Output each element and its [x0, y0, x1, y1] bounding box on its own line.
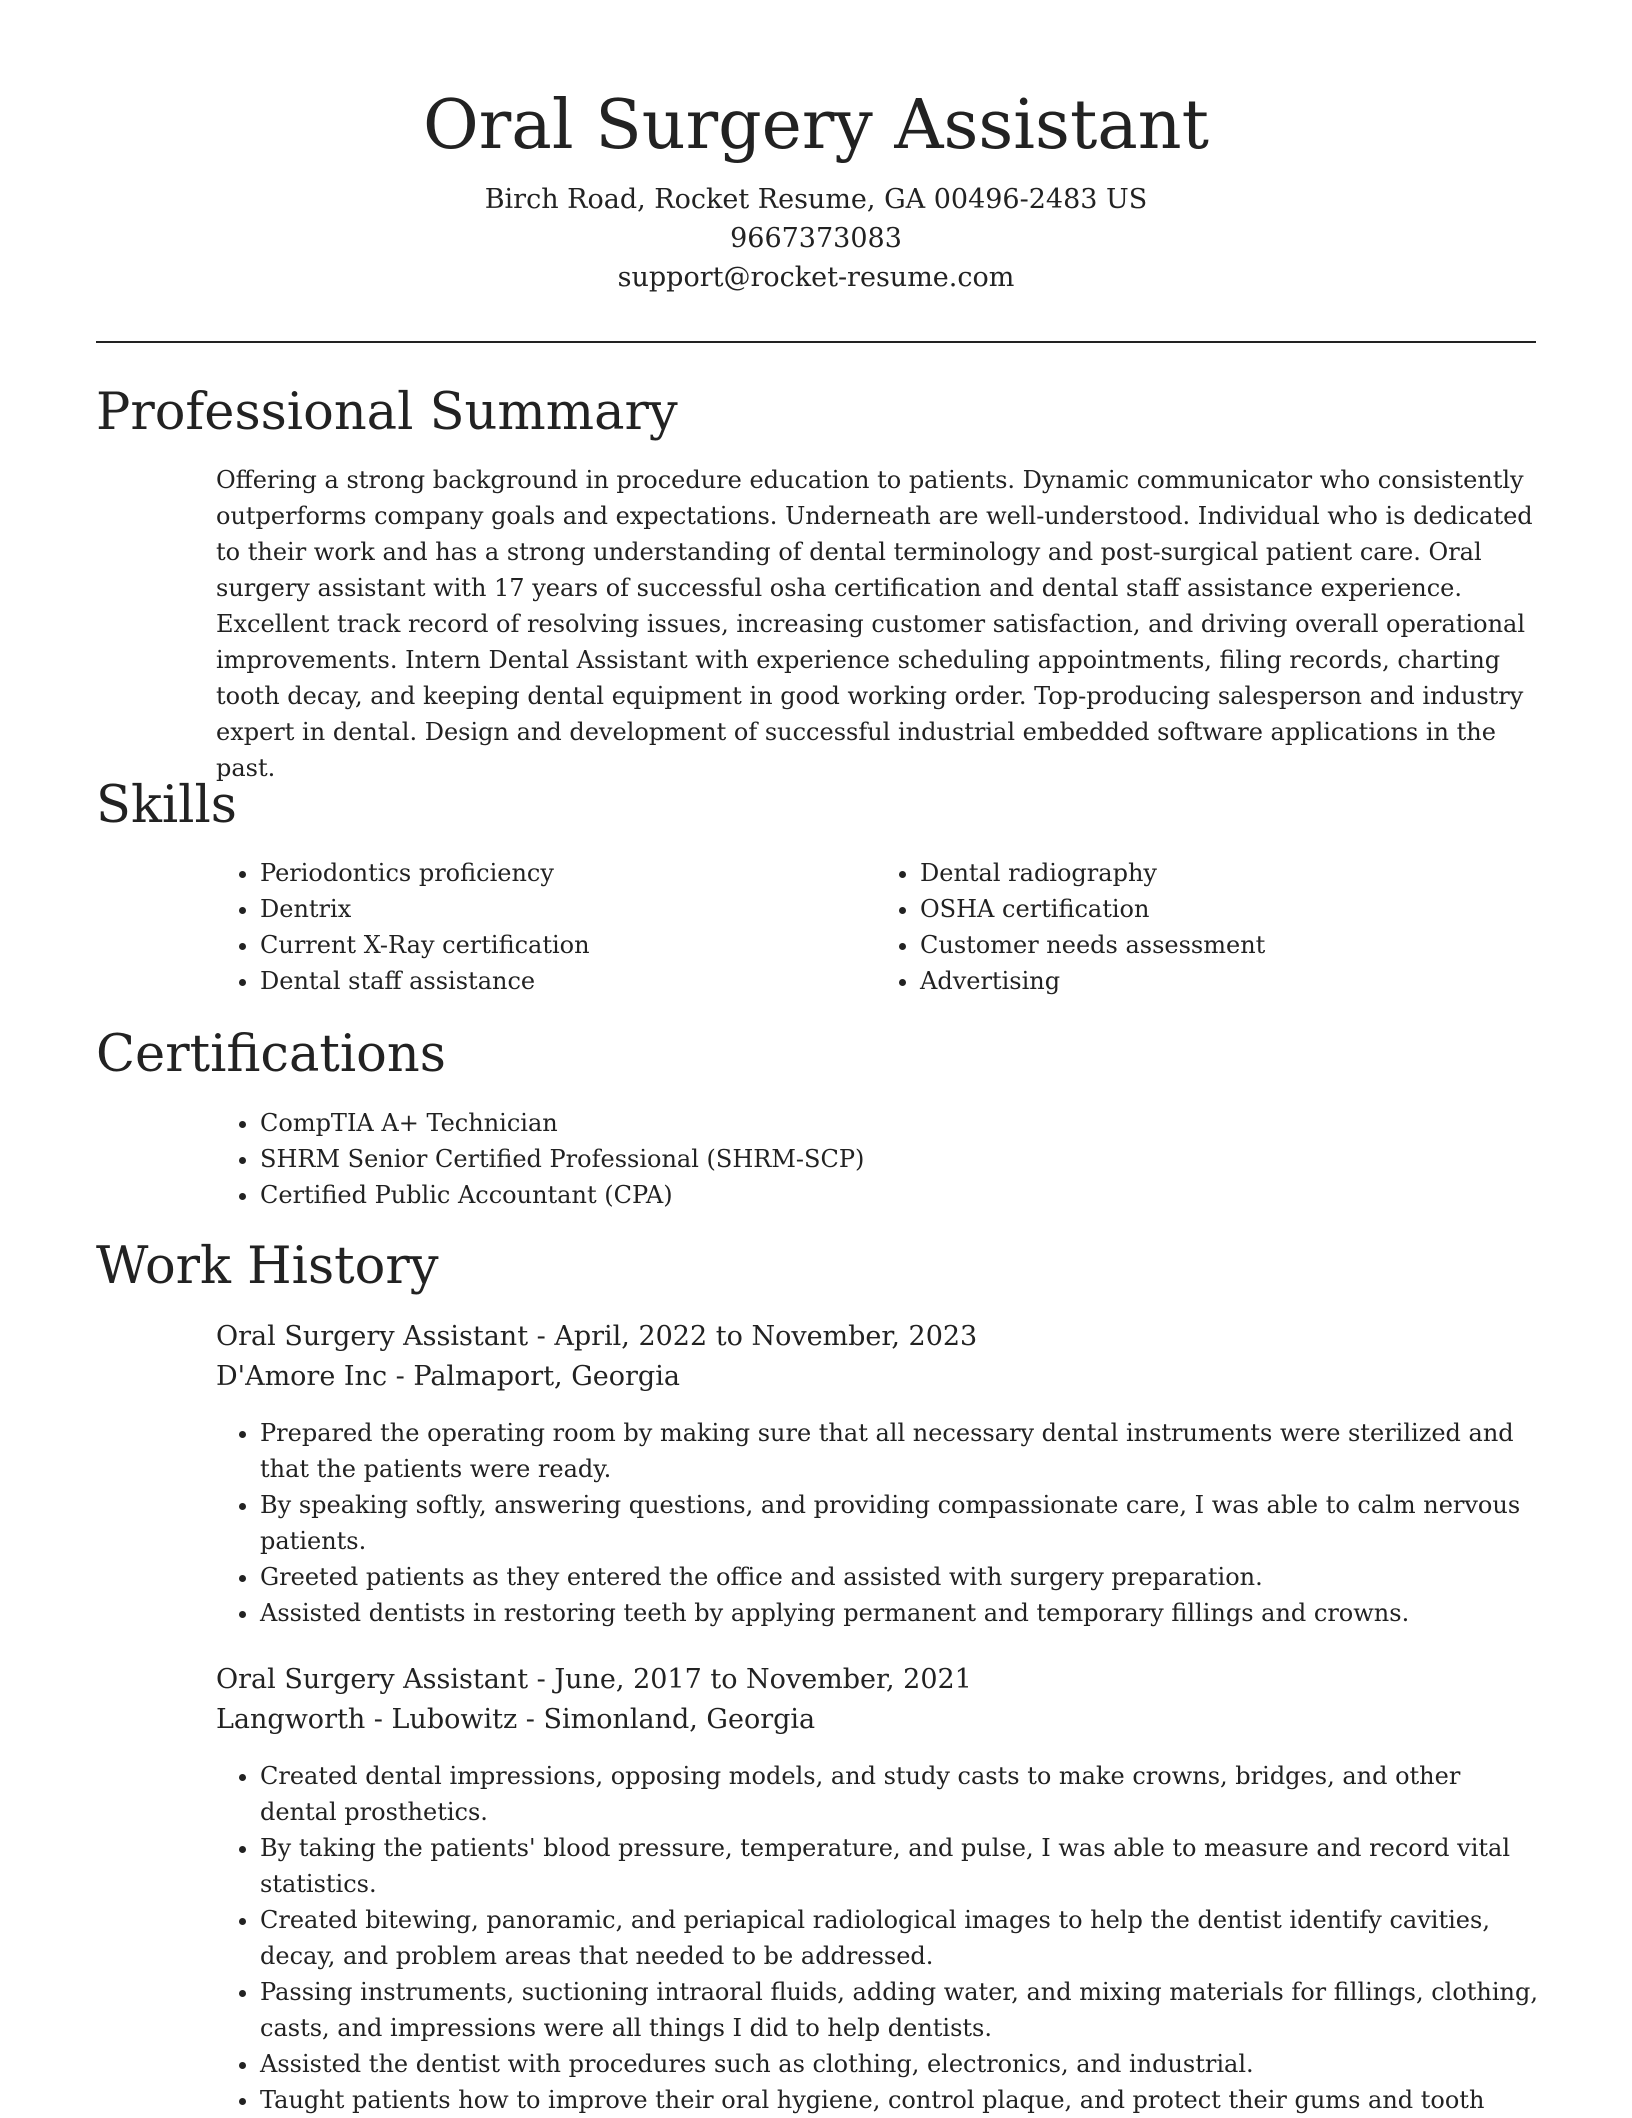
skill-item: • Dental staff assistance	[260, 963, 876, 999]
job-bullet: • Taught patients how to improve their oral hygiene, control plaque, and protect their gums and tooth	[260, 2082, 1538, 2118]
resume-header	[96, 82, 1536, 297]
certification-item: • Certified Public Accountant (CPA)	[260, 1177, 1536, 1213]
email: support@rocket-resume.com	[617, 262, 1015, 293]
skill-item: • Dental radiography	[920, 855, 1536, 891]
job-bullet: • Passing instruments, suctioning intraoral fluids, adding water, and mixing materials for fillings, clothing, casts, and impressions were all things I did to help dentists.	[260, 1974, 1538, 2046]
skill-item: • Periodontics proficiency	[260, 855, 876, 891]
certifications-list	[216, 1105, 1536, 1213]
job-entry	[216, 1317, 1538, 1631]
job-bullet: • Greeted patients as they entered the office and assisted with surgery preparation.	[260, 1559, 1538, 1595]
skill-item: • Customer needs assessment	[920, 927, 1536, 963]
section-title-work-history: Work History	[96, 1237, 439, 1296]
job-company-location: Langworth - Lubowitz - Simonland, Georgia	[216, 1704, 816, 1735]
section-title-skills: Skills	[96, 776, 237, 835]
job-title-dates: Oral Surgery Assistant - June, 2017 to November, 2021	[216, 1664, 972, 1695]
job-bullets	[216, 1758, 1538, 2118]
job-bullet: • By taking the patients' blood pressure, temperature, and pulse, I was able to measure and record vital statistics.	[260, 1830, 1538, 1902]
summary-text: Offering a strong background in procedure education to patients. Dynamic communicator who consistently outperforms company goals and expectations. Underneath are well-understood. Individual who is dedicated to their work and has a strong understanding of dental terminology and post-surgical patient care. Oral surgery assistant with 17 years of successful osha certification and dental staff assistance experience. Excellent track record of resolving issues, increasing customer satisfaction, and driving overall operational improvements. Intern Dental Assistant with experience scheduling appointments, filing records, charting tooth decay, and keeping dental equipment in good working order. Top-producing salesperson and industry expert in dental. Design and development of successful industrial embedded software applications in the past.	[216, 466, 1533, 782]
skills-column-left	[216, 855, 876, 999]
job-bullet: • By speaking softly, answering questions, and providing compassionate care, I was able to calm nervous patients.	[260, 1487, 1538, 1559]
skills-list	[216, 855, 1536, 999]
section-title-certifications: Certifications	[96, 1025, 446, 1084]
job-bullet: • Assisted dentists in restoring teeth by applying permanent and temporary fillings and crowns.	[260, 1595, 1538, 1631]
section-title-summary: Professional Summary	[96, 383, 678, 442]
skill-item: • Current X-Ray certification	[260, 927, 876, 963]
certification-item: • CompTIA A+ Technician	[260, 1105, 1536, 1141]
header-divider	[96, 341, 1536, 343]
skills-column-right	[876, 855, 1536, 999]
job-company-location: D'Amore Inc - Palmaport, Georgia	[216, 1361, 680, 1392]
address: Birch Road, Rocket Resume, GA 00496-2483 US	[484, 184, 1148, 215]
certification-item: • SHRM Senior Certified Professional (SHRM-SCP)	[260, 1141, 1536, 1177]
candidate-name: Oral Surgery Assistant	[423, 86, 1209, 165]
contact-block	[96, 180, 1536, 297]
job-entry	[216, 1660, 1538, 2118]
job-bullet: • Created dental impressions, opposing models, and study casts to make crowns, bridges, and other dental prosthetics.	[260, 1758, 1538, 1830]
skill-item: • Dentrix	[260, 891, 876, 927]
job-title-dates: Oral Surgery Assistant - April, 2022 to November, 2023	[216, 1321, 978, 1352]
phone: 9667373083	[730, 223, 902, 254]
skill-item: • Advertising	[920, 963, 1536, 999]
skill-item: • OSHA certification	[920, 891, 1536, 927]
job-bullet: • Created bitewing, panoramic, and periapical radiological images to help the dentist identify cavities, decay, and problem areas that needed to be addressed.	[260, 1902, 1538, 1974]
job-bullet: • Assisted the dentist with procedures such as clothing, electronics, and industrial.	[260, 2046, 1538, 2082]
job-bullets	[216, 1415, 1538, 1631]
job-bullet: • Prepared the operating room by making sure that all necessary dental instruments were sterilized and that the patients were ready.	[260, 1415, 1538, 1487]
